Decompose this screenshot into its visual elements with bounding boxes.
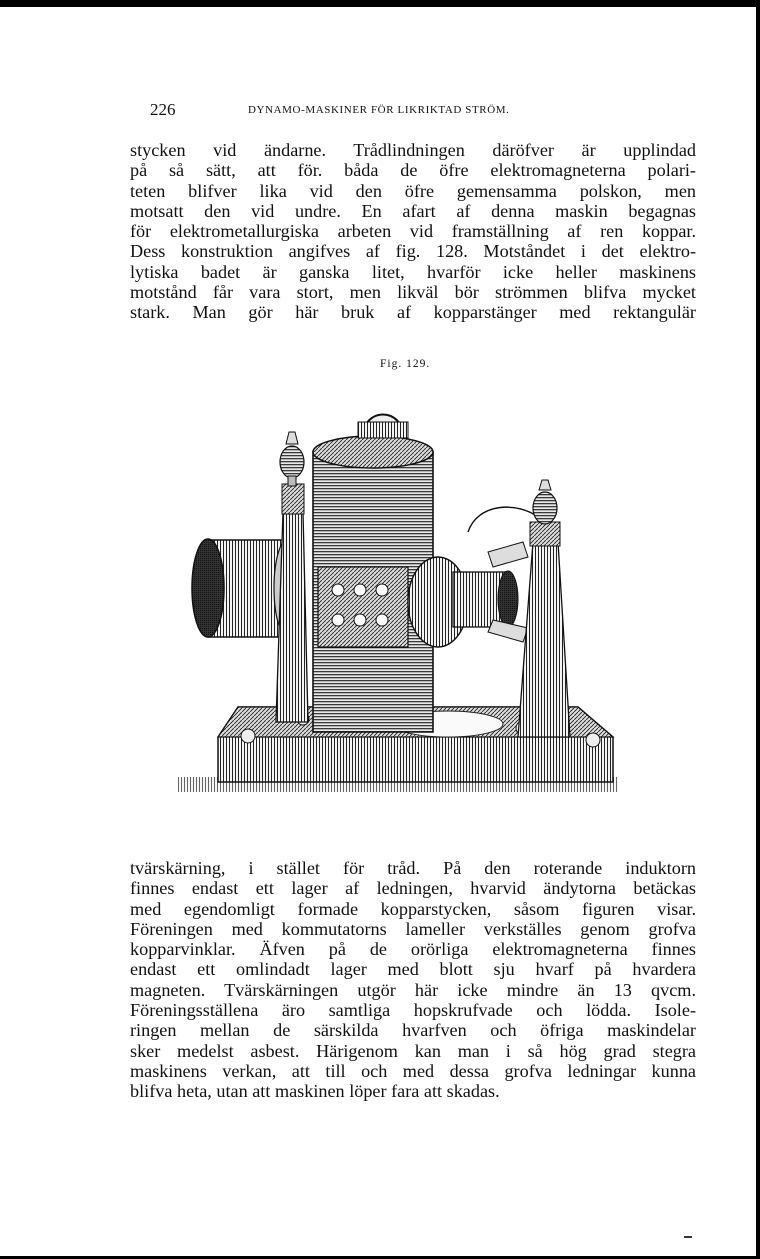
left-oil-cup-neck <box>288 476 296 486</box>
right-oil-cup <box>533 492 557 524</box>
coil-top <box>313 436 433 468</box>
text-line: maskinens verkan, att till och med dessa grofva ledningar kunna <box>130 1060 696 1081</box>
text-line: Dess konstruktion angifves af fig. 128. Motståndet i det elektro- <box>130 241 696 262</box>
body-text-top <box>130 140 696 323</box>
text-line: för elektrometallurgiska arbeten vid framställning af ren koppar. <box>130 221 696 242</box>
text-line: teten blifver lika vid den öfre gemensamma polskon, men <box>130 180 696 201</box>
left-oil-cup-top <box>286 432 298 444</box>
text-line: lytiska badet är ganska litet, hvarför icke heller maskinens <box>130 261 696 282</box>
running-head: DYNAMO-MASKINER FÖR LIKRIKTAD STRÖM. <box>248 104 510 116</box>
text-line: motstånd får vara stort, men likväl bör strömmen blifva mycket <box>130 282 696 303</box>
commutator-end <box>498 571 518 627</box>
text-line: tvärskärning, i stället för tråd. På den roterande induktorn <box>130 858 696 878</box>
brush-holder <box>488 542 528 567</box>
yoke-block <box>358 422 408 438</box>
text-line: endast ett omlindadt lager med blott sju hvarf på hvardera <box>130 959 696 980</box>
page-number: 226 <box>150 100 176 119</box>
connection-bolt <box>376 614 388 626</box>
figure-caption: Fig. 129. <box>380 358 431 370</box>
text-line: på så sätt, att för. båda de öfre elektromagneterna polari- <box>130 160 696 181</box>
base-bolt <box>241 729 255 743</box>
text-line: Föreningen med kommutatorns lameller verkställes genom grofva <box>130 918 696 939</box>
right-bearing-cap <box>530 522 560 546</box>
text-line: finnes endast ett lager af ledningen, hvarvid ändytorna betäckas <box>130 878 696 899</box>
right-bearing-standard <box>518 542 570 737</box>
connection-bolt <box>376 584 388 596</box>
text-line: motsatt den vid undre. En afart af denna maskin begagnas <box>130 200 696 221</box>
base-bolt <box>586 733 600 747</box>
page-corner-mark <box>684 1236 692 1238</box>
left-bearing-cap <box>282 484 304 514</box>
text-line: ringen mellan de särskilda hvarfven och öfriga maskindelar <box>130 1020 696 1041</box>
text-line: magneten. Tvärskärningen utgör här icke mindre än 13 qvcm. <box>130 979 696 1000</box>
top-border-rule <box>0 0 760 7</box>
text-line: blifva heta, utan att maskinen löper fara att skadas. <box>130 1081 500 1102</box>
text-line: Föreningsställena äro samtliga hopskrufvade och lödda. Isole- <box>130 1000 696 1021</box>
right-oil-cup-top <box>539 480 551 490</box>
connection-bolt <box>332 584 344 596</box>
text-line: stark. Man gör här bruk af kopparstänger med rektangulär <box>130 302 696 323</box>
armature-connections <box>318 567 408 647</box>
text-line: sker medelst asbest. Härigenom kan man i så hög grad stegra <box>130 1040 696 1061</box>
connection-bolt <box>354 614 366 626</box>
brush-holder <box>488 620 528 642</box>
cable <box>468 507 538 532</box>
right-border-rule <box>756 0 760 1259</box>
text-line: stycken vid ändarne. Trådlindningen däröfver är upplindad <box>130 140 696 160</box>
pulley-face <box>192 539 224 637</box>
text-line: kopparvinklar. Äfven på de orörliga elektromagneterna finnes <box>130 939 696 960</box>
page-header <box>150 100 710 122</box>
connection-bolt <box>332 614 344 626</box>
left-oil-cup <box>280 446 304 478</box>
dynamo-machine-illustration <box>178 392 618 822</box>
connection-bolt <box>354 584 366 596</box>
body-text-bottom <box>130 858 696 1102</box>
figure-illustration <box>178 392 618 822</box>
text-line: med egendomligt formade kopparstycken, såsom figuren visar. <box>130 898 696 919</box>
